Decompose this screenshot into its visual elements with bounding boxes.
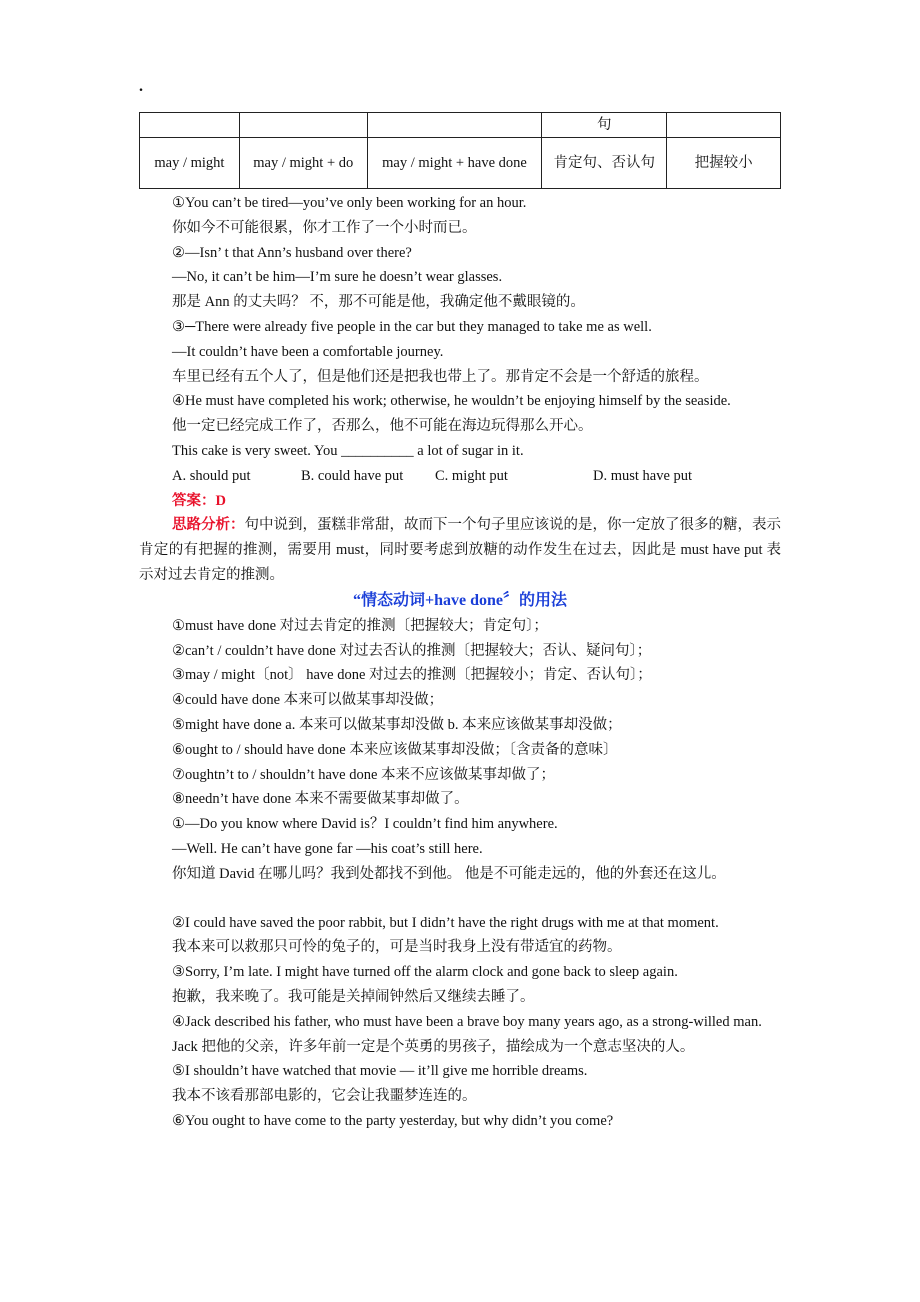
- example-line: 那是 Ann 的丈夫吗？ 不，那不可能是他，我确定他不戴眼镜的。: [172, 294, 585, 311]
- table-row: [140, 113, 781, 138]
- example-line: ②—Isn’ t that Ann’s husband over there?: [172, 244, 412, 261]
- table-row: [140, 138, 781, 189]
- blank-line: [139, 887, 781, 911]
- table-cell: 句: [542, 113, 667, 138]
- example-line: ④Jack described his father, who must have been a brave boy many years ago, as a strong-willed man.: [172, 1013, 762, 1030]
- header-mark: .: [139, 78, 143, 95]
- example-line: 我本不该看那部电影的，它会让我噩梦连连的。: [172, 1088, 477, 1105]
- modal-verb-table: [139, 112, 781, 189]
- example-line: ①—Do you know where David is？I couldn’t find him anywhere.: [172, 816, 558, 833]
- usage-line: ④could have done 本来可以做某事却没做；: [172, 692, 444, 709]
- usage-line: ③may / might〔not〕 have done 对过去的推测〔把握较小；肯定、否认句〕；: [172, 667, 652, 684]
- example-line: —No, it can’t be him—I’m sure he doesn’t wear glasses.: [172, 269, 503, 286]
- usage-line: ⑥ought to / should have done 本来应该做某事却没做；〔含责备的意味〕: [172, 741, 618, 758]
- example-line: ③Sorry, I’m late. I might have turned off the alarm clock and gone back to sleep again.: [172, 964, 678, 981]
- analysis-paragraph: [139, 513, 781, 587]
- table-cell: 把握较小: [667, 138, 781, 189]
- table-cell: may / might + do: [239, 138, 367, 189]
- example-line: —Well. He can’t have gone far —his coat’s still here.: [172, 840, 483, 857]
- example-line: ⑤I shouldn’t have watched that movie — it’ll give me horrible dreams.: [172, 1063, 588, 1080]
- example-line: ②I could have saved the poor rabbit, but I didn’t have the right drugs with me at that moment.: [172, 914, 719, 931]
- usage-line: ②can’t / couldn’t have done 对过去否认的推测〔把握较大；否认、疑问句〕；: [172, 642, 652, 659]
- table-cell: [667, 113, 781, 138]
- example-line: ③─There were already five people in the car but they managed to take me as well.: [172, 318, 652, 335]
- answer-label: 答案：D: [172, 492, 226, 509]
- question-options: [139, 464, 781, 489]
- example-line: 抱歉，我来晚了。我可能是关掉闹钟然后又继续去睡了。: [172, 988, 535, 1005]
- example-line: ①You can’t be tired—you’ve only been working for an hour.: [172, 195, 527, 211]
- usage-line: ⑧needn’t have done 本来不需要做某事却做了。: [172, 791, 469, 808]
- document-body: [139, 191, 781, 1134]
- usage-line: ①must have done 对过去肯定的推测〔把握较大；肯定句〕；: [172, 617, 548, 634]
- table-cell: [367, 113, 542, 138]
- option-a: A. should put: [172, 467, 251, 484]
- table-cell: [140, 113, 240, 138]
- example-line: Jack 把他的父亲，许多年前一定是个英勇的男孩子，描绘成为一个意志坚决的人。: [172, 1038, 695, 1055]
- table-cell: may / might + have done: [367, 138, 542, 189]
- option-b: B. could have put: [301, 467, 404, 484]
- option-d: D. must have put: [593, 467, 693, 484]
- example-line: ④He must have completed his work; otherwise, he wouldn’t be enjoying himself by the seaside.: [172, 393, 731, 410]
- example-line: —It couldn’t have been a comfortable journey.: [172, 343, 444, 360]
- example-line: 他一定已经完成工作了，否那么，他不可能在海边玩得那么开心。: [172, 418, 593, 435]
- analysis-text: 句中说到，蛋糕非常甜，故而下一个句子里应该说的是，你一定放了很多的糖，表示肯定的有把握的推测，需要用 must，同时要考虑到放糖的动作发生在过去，因此是 must have put 表示对过去肯定的推测。: [139, 517, 781, 583]
- example-line: 你知道 David 在哪儿吗？我到处都找不到他。 他是不可能走远的，他的外套还在这儿。: [172, 865, 726, 882]
- example-line: 我本来可以救那只可怜的兔子的，可是当时我身上没有带适宜的药物。: [172, 939, 622, 956]
- table-cell: may / might: [140, 138, 240, 189]
- usage-line: ⑤might have done a. 本来可以做某事却没做 b. 本来应该做某事却没做；: [172, 716, 622, 733]
- analysis-label: 思路分析：: [172, 517, 245, 534]
- table-cell: 肯定句、否认句: [542, 138, 667, 189]
- question-stem: This cake is very sweet. You __________ a lot of sugar in it.: [172, 442, 524, 459]
- example-line: 车里已经有五个人了，但是他们还是把我也带上了。那肯定不会是一个舒适的旅程。: [172, 368, 709, 385]
- option-c: C. might put: [435, 467, 508, 484]
- table-cell: [239, 113, 367, 138]
- usage-line: ⑦oughtn’t to / shouldn’t have done 本来不应该做某事却做了；: [172, 766, 556, 783]
- example-line: 你如今不可能很累，你才工作了一个小时而已。: [172, 219, 477, 236]
- section-title: “情态动词+have done〞的用法: [352, 591, 568, 609]
- example-line: ⑥You ought to have come to the party yesterday, but why didn’t you come?: [172, 1112, 614, 1129]
